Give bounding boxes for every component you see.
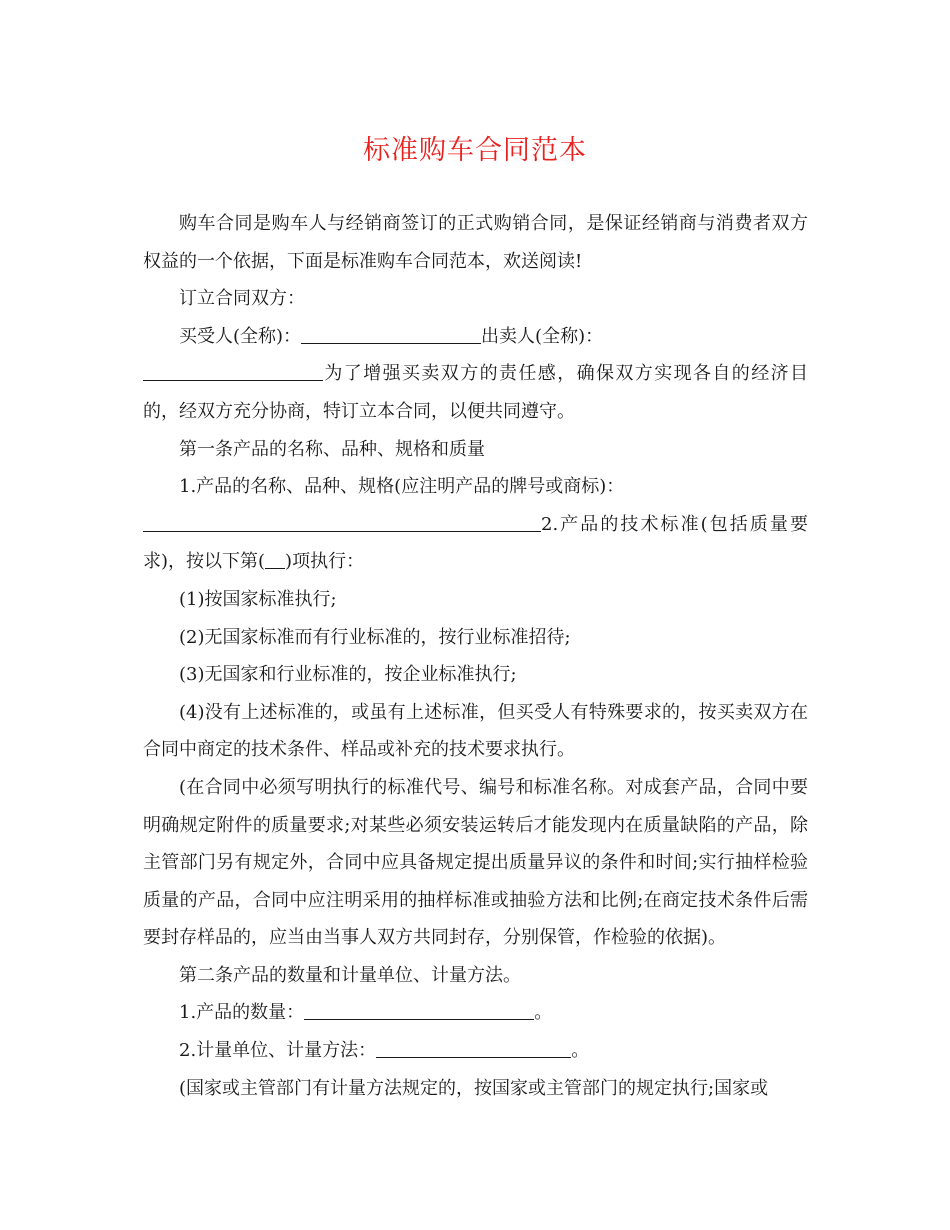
article1-title: 第一条产品的名称、品种、规格和质量 — [179, 438, 485, 460]
parties-heading: 订立合同双方： — [179, 288, 305, 310]
article1-item2 — [143, 506, 808, 581]
article2-item2 — [143, 1032, 808, 1070]
product-name-blank[interactable] — [143, 511, 541, 532]
quantity-period: 。 — [534, 1002, 553, 1024]
seller-label: 出卖人(全称)： — [481, 325, 604, 347]
purpose-text: 为了增强买卖双方的责任感，确保双方实现各自的经济目的，经双方充分协商，特订立本合同，以便共同遵守。 — [143, 363, 808, 422]
seller-name-blank[interactable] — [143, 360, 323, 381]
purpose-paragraph — [143, 355, 808, 430]
article2-title: 第二条产品的数量和计量单位、计量方法。 — [179, 964, 521, 986]
document-body — [143, 205, 808, 1107]
article1-item1: 1.产品的名称、品种、规格(应注明产品的牌号或商标)： — [179, 476, 625, 498]
unit-method-blank[interactable] — [376, 1037, 571, 1058]
quantity-label: 1.产品的数量： — [179, 1002, 305, 1024]
measurement-note: (国家或主管部门有计量方法规定的，按国家或主管部门的规定执行;国家或 — [179, 1077, 769, 1099]
intro-paragraph: 购车合同是购车人与经销商签订的正式购销合同，是保证经销商与消费者双方权益的一个依据，下面是标准购车合同范本，欢送阅读! — [143, 213, 808, 272]
standard-item-2: (2)无国家标准而有行业标准的，按行业标准招待; — [179, 626, 571, 648]
quantity-blank[interactable] — [304, 999, 534, 1020]
standard-item-3: (3)无国家和行业标准的，按企业标准执行; — [179, 664, 517, 686]
standard-item-1: (1)按国家标准执行; — [179, 588, 337, 610]
unit-method-label: 2.计量单位、计量方法： — [179, 1040, 377, 1062]
unit-method-period: 。 — [571, 1040, 590, 1062]
standard-choice-blank[interactable] — [265, 548, 285, 569]
article1-item2-text-a: 2.产品的技术标准(包括质量要求)，按以下第( — [143, 513, 808, 573]
buyer-seller-line — [143, 318, 808, 356]
buyer-label: 买受人(全称)： — [179, 325, 302, 347]
article2-item1 — [143, 994, 808, 1032]
document-title: 标准购车合同范本 — [363, 135, 587, 166]
standard-item-4: (4)没有上述标准的，或虽有上述标准，但买受人有特殊要求的，按买卖双方在合同中商定的技术条件、样品或补充的技术要求执行。 — [143, 701, 808, 761]
buyer-name-blank[interactable] — [301, 323, 481, 344]
quality-note: (在合同中必须写明执行的标准代号、编号和标准名称。对成套产品，合同中要明确规定附件的质量要求;对某些必须安装运转后才能发现内在质量缺陷的产品，除主管部门另有规定外，合同中应具备规定提出质量异议的条件和时间;实行抽样检验质量的产品，合同中应注明采用的抽样标准或抽验方法和比例;在商定技术条件后需要封存样品的，应当由当事人双方共同封存，分别保管，作检验的依据)。 — [143, 776, 808, 949]
article1-item2-text-b: )项执行： — [285, 551, 365, 573]
